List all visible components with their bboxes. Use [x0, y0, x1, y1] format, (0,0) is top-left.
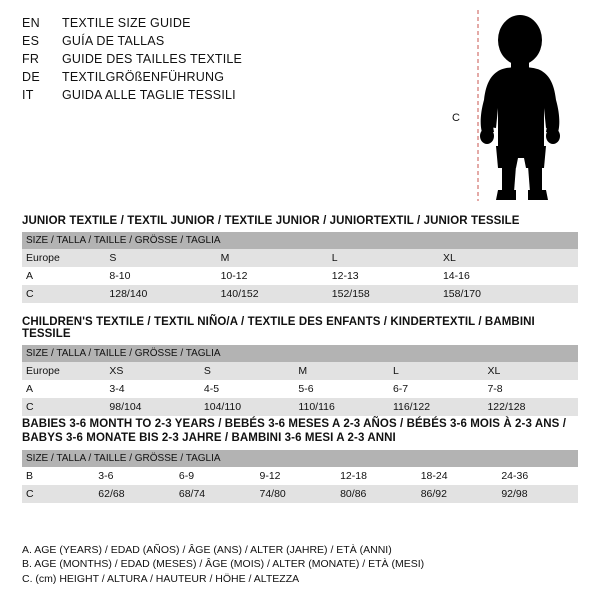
table-row — [22, 362, 578, 380]
language-title: GUÍA DE TALLAS — [62, 34, 165, 48]
figure-area — [452, 8, 592, 203]
legend-line-a: A. AGE (YEARS) / EDAD (AÑOS) / ÂGE (ANS) / ALTER (JAHRE) / ETÀ (ANNI) — [22, 543, 392, 556]
language-header-block — [22, 14, 442, 104]
col-label: S — [200, 362, 295, 380]
legend-line-c: C. (cm) HEIGHT / ALTURA / HAUTEUR / HÖHE / ALTEZZA — [22, 572, 300, 585]
cell: 12-18 — [336, 467, 417, 485]
language-code: EN — [22, 16, 40, 30]
cell: 152/158 — [328, 285, 439, 303]
height-measure-label: C — [452, 112, 460, 124]
row-label: C — [22, 398, 105, 416]
table-header-row — [22, 232, 578, 249]
cell: 6-7 — [389, 380, 484, 398]
col-label: XL — [483, 362, 578, 380]
col-label: L — [389, 362, 484, 380]
cell: 116/122 — [389, 398, 484, 416]
col-label: S — [105, 249, 216, 267]
cell: 62/68 — [94, 485, 175, 503]
language-code: ES — [22, 34, 40, 48]
size-header-label: SIZE / TALLA / TAILLE / GRÖSSE / TAGLIA — [22, 450, 578, 467]
language-row — [22, 50, 442, 68]
col-label: M — [217, 249, 328, 267]
language-title: GUIDE DES TAILLES TEXTILE — [62, 52, 243, 66]
language-row — [22, 32, 442, 50]
cell: 128/140 — [105, 285, 216, 303]
table-row — [22, 398, 578, 416]
table-header-row — [22, 345, 578, 362]
language-code: FR — [22, 52, 40, 66]
section-title: JUNIOR TEXTILE / TEXTIL JUNIOR / TEXTILE JUNIOR / JUNIORTEXTIL / JUNIOR TESSILE — [22, 215, 520, 227]
row-label: A — [22, 267, 105, 285]
child-silhouette-icon — [452, 8, 592, 203]
row-label: B — [22, 467, 94, 485]
cell: 3-6 — [94, 467, 175, 485]
cell: 14-16 — [439, 267, 578, 285]
col-label: M — [294, 362, 389, 380]
cell: 10-12 — [217, 267, 328, 285]
cell: 4-5 — [200, 380, 295, 398]
cell: 98/104 — [105, 398, 200, 416]
table-row — [22, 267, 578, 285]
cell: 8-10 — [105, 267, 216, 285]
section-title: CHILDREN'S TEXTILE / TEXTIL NIÑO/A / TEXTILE DES ENFANTS / KINDERTEXTIL / BAMBINI TESSILE — [22, 316, 535, 340]
cell: 80/86 — [336, 485, 417, 503]
section-children — [22, 316, 578, 416]
table-row — [22, 485, 578, 503]
language-row — [22, 14, 442, 32]
col-label: L — [328, 249, 439, 267]
language-title: TEXTILGRÖßENFÜHRUNG — [62, 70, 225, 84]
cell: 12-13 — [328, 267, 439, 285]
table-row — [22, 467, 578, 485]
cell: 7-8 — [483, 380, 578, 398]
size-header-label: SIZE / TALLA / TAILLE / GRÖSSE / TAGLIA — [22, 345, 578, 362]
cell: 9-12 — [255, 467, 336, 485]
col-label: XS — [105, 362, 200, 380]
language-title: TEXTILE SIZE GUIDE — [62, 16, 191, 30]
table-row — [22, 380, 578, 398]
size-header-label: SIZE / TALLA / TAILLE / GRÖSSE / TAGLIA — [22, 232, 578, 249]
cell: 122/128 — [483, 398, 578, 416]
section-junior — [22, 215, 578, 303]
children-size-table — [22, 345, 578, 416]
legend-block — [22, 543, 578, 587]
table-row — [22, 249, 578, 267]
language-title: GUIDA ALLE TAGLIE TESSILI — [62, 88, 236, 102]
cell: 18-24 — [417, 467, 498, 485]
babies-size-table — [22, 450, 578, 503]
section-babies — [22, 417, 578, 503]
cell: 158/170 — [439, 285, 578, 303]
col-label: XL — [439, 249, 578, 267]
cell: 5-6 — [294, 380, 389, 398]
language-code: DE — [22, 70, 40, 84]
cell: 24-36 — [497, 467, 578, 485]
cell: 68/74 — [175, 485, 256, 503]
cell: 110/116 — [294, 398, 389, 416]
row-label: C — [22, 485, 94, 503]
cell: 3-4 — [105, 380, 200, 398]
junior-size-table — [22, 232, 578, 303]
legend-line-b: B. AGE (MONTHS) / EDAD (MESES) / ÂGE (MOIS) / ALTER (MONATE) / ETÀ (MESI) — [22, 558, 425, 570]
col-label: Europe — [22, 249, 105, 267]
language-code: IT — [22, 88, 34, 102]
row-label: A — [22, 380, 105, 398]
cell: 140/152 — [217, 285, 328, 303]
cell: 74/80 — [255, 485, 336, 503]
language-row — [22, 68, 442, 86]
cell: 104/110 — [200, 398, 295, 416]
table-row — [22, 285, 578, 303]
col-label: Europe — [22, 362, 105, 380]
cell: 86/92 — [417, 485, 498, 503]
cell: 6-9 — [175, 467, 256, 485]
cell: 92/98 — [497, 485, 578, 503]
table-header-row — [22, 450, 578, 467]
language-row — [22, 86, 442, 104]
row-label: C — [22, 285, 105, 303]
section-title: BABIES 3-6 MONTH TO 2-3 YEARS / BEBÉS 3-6 MESES A 2-3 AÑOS / BÉBÉS 3-6 MOIS À 2-3 ANS / BABYS 3-6 MONATE BIS 2-3 JAHRE / BAMBINI 3-6 MESI A 2-3 ANNI — [22, 418, 566, 444]
